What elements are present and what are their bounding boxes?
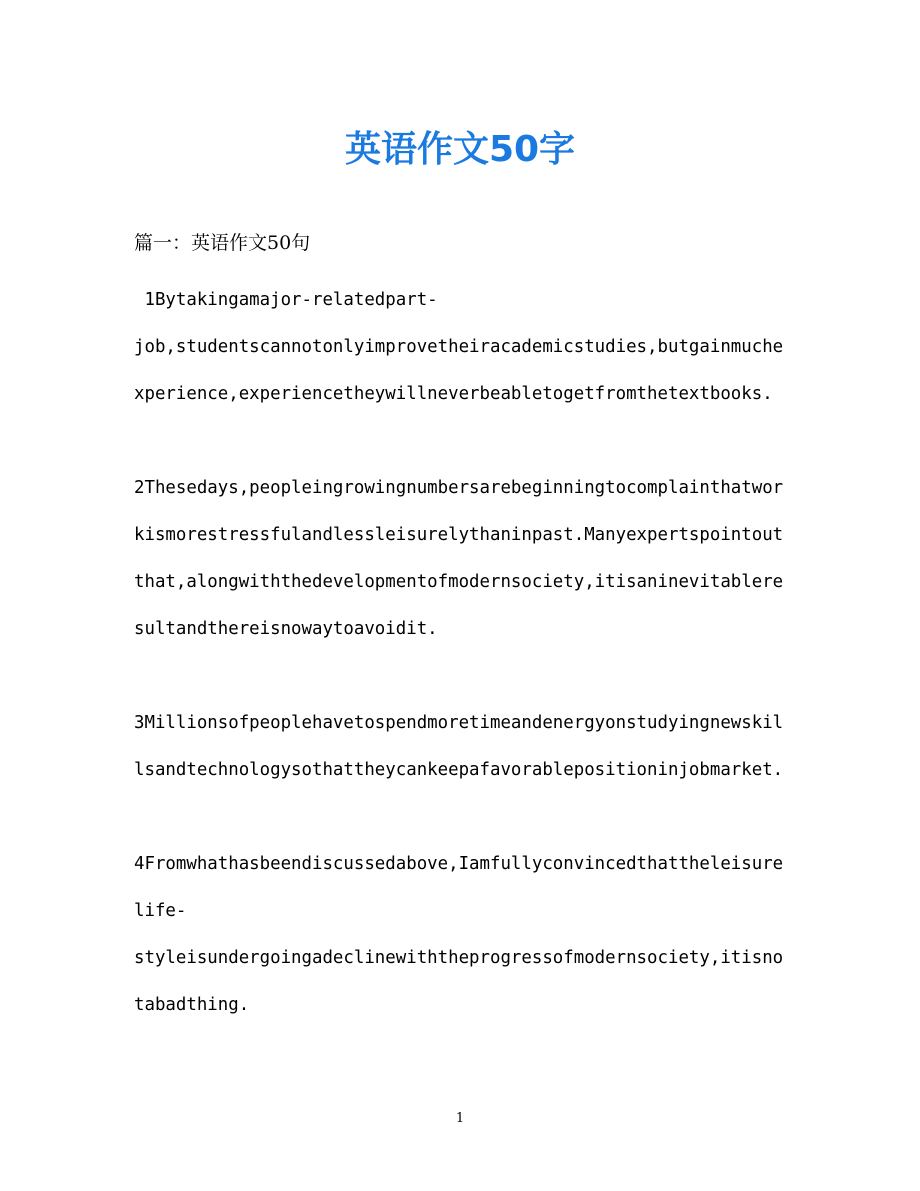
- paragraph-line: lsandtechnologysothattheycankeepafavorablepositioninjobmarket.: [134, 760, 784, 780]
- paragraph-4: [134, 841, 788, 1029]
- paragraph-line: job,studentscannotonlyimprovetheiracademicstudies,butgainmuche: [134, 337, 784, 357]
- paragraph-line: 2Thesedays,peopleingrowingnumbersarebeginningtocomplainthatwor: [134, 478, 784, 498]
- page-number: 1: [455, 1111, 465, 1126]
- paragraph-line: kismorestressfulandlessleisurelythaninpast.Manyexpertspointout: [134, 525, 784, 545]
- paragraph-line: 1Bytakingamajor-relatedpart-: [134, 290, 438, 310]
- paragraph-line: sultandthereisnowaytoavoidit.: [134, 619, 438, 639]
- paragraph-line: 4Fromwhathasbeendiscussedabove,Iamfullyconvincedthattheleisure: [134, 854, 784, 874]
- paragraph-3: [134, 700, 788, 794]
- paragraph-1: [134, 277, 788, 418]
- paragraph-2: [134, 465, 788, 653]
- section-heading: 篇一：英语作文50句: [134, 232, 311, 254]
- paragraph-line: xperience,experiencetheywillneverbeabletogetfromthetextbooks.: [134, 384, 773, 404]
- paragraph-line: that,alongwiththedevelopmentofmodernsociety,itisaninevitablere: [134, 572, 784, 592]
- paragraph-line: tabadthing.: [134, 995, 250, 1015]
- paragraph-line: life-: [134, 901, 187, 921]
- document-title: 英语作文50字: [344, 129, 576, 170]
- document-body: [134, 277, 788, 1076]
- paragraph-line: 3Millionsofpeoplehavetospendmoretimeandenergyonstudyingnewskil: [134, 713, 784, 733]
- paragraph-line: styleisundergoingadeclinewiththeprogressofmodernsociety,itisno: [134, 948, 784, 968]
